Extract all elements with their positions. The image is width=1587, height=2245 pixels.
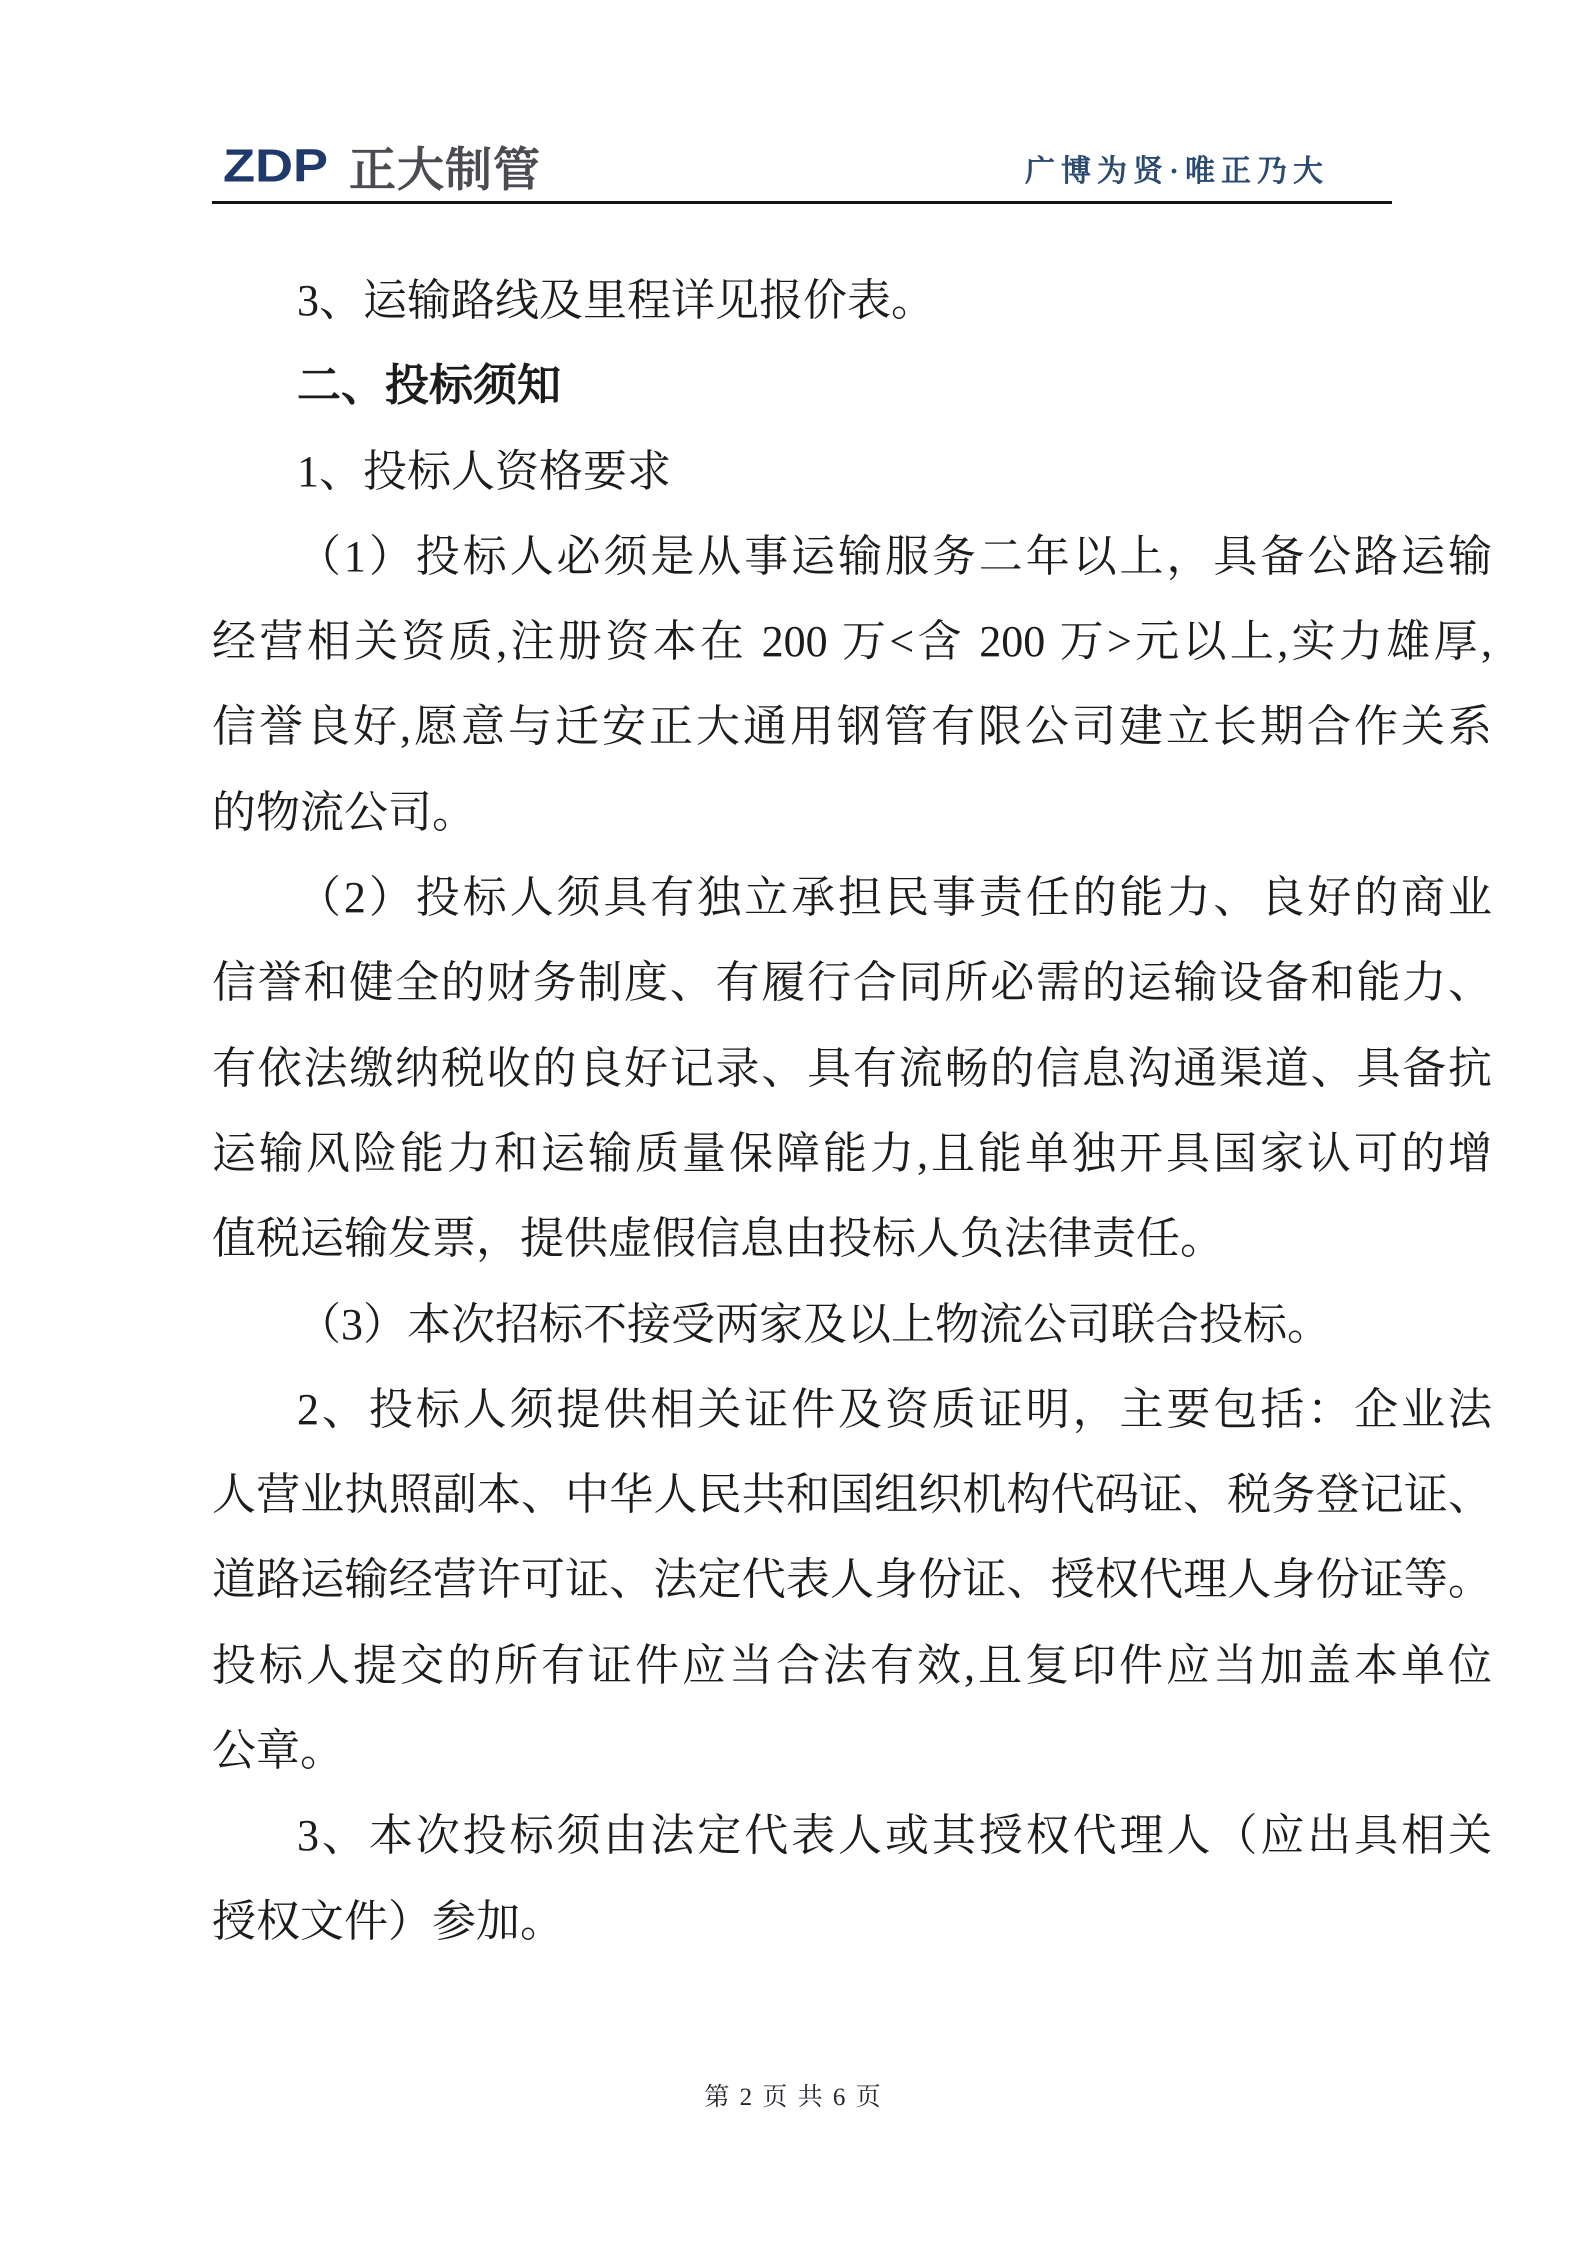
logo-zdp-mark: ZDP	[223, 140, 328, 192]
body-line: 运输风险能力和运输质量保障能力,且能单独开具国家认可的增	[212, 1128, 1492, 1178]
body-line: 值税运输发票，提供虚假信息由投标人负法律责任。	[212, 1214, 1224, 1264]
body-line: 3、运输路线及里程详见报价表。	[297, 276, 935, 325]
body-line: 2、投标人须提供相关证件及资质证明，主要包括：企业法	[297, 1384, 1492, 1434]
document-body	[212, 258, 1492, 1964]
company-logo	[223, 138, 541, 194]
body-line: 投标人提交的所有证件应当合法有效,且复印件应当加盖本单位	[212, 1640, 1492, 1690]
body-line: （2）投标人须具有独立承担民事责任的能力、良好的商业	[297, 873, 1492, 923]
body-line: 授权文件）参加。	[212, 1896, 564, 1946]
body-line: 信誉和健全的财务制度、有履行合同所必需的运输设备和能力、	[212, 958, 1492, 1008]
body-line: 有依法缴纳税收的良好记录、具有流畅的信息沟通渠道、具备抗	[212, 1043, 1492, 1093]
body-line: 公章。	[212, 1726, 344, 1776]
body-line: （3）本次招标不接受两家及以上物流公司联合投标。	[297, 1299, 1331, 1349]
body-line: 3、本次投标须由法定代表人或其授权代理人（应出具相关	[297, 1811, 1492, 1861]
body-line: 经营相关资质,注册资本在 200 万<含 200 万>元以上,实力雄厚,	[212, 617, 1492, 667]
body-line: 人营业执照副本、中华人民共和国组织机构代码证、税务登记证、	[212, 1470, 1492, 1520]
company-slogan: 广博为贤·唯正乃大	[1024, 155, 1329, 188]
page-number: 第 2 页 共 6 页	[704, 2084, 883, 2111]
header-divider-rule	[212, 201, 1392, 204]
section-heading: 二、投标须知	[297, 361, 561, 411]
body-line: 的物流公司。	[212, 787, 476, 837]
body-line: 信誉良好,愿意与迁安正大通用钢管有限公司建立长期合作关系	[212, 702, 1492, 752]
logo-company-name: 正大制管	[349, 142, 541, 196]
body-line: 道路运输经营许可证、法定代表人身份证、授权代理人身份证等。	[212, 1555, 1492, 1605]
body-line: （1）投标人必须是从事运输服务二年以上，具备公路运输	[297, 531, 1492, 581]
body-line: 1、投标人资格要求	[297, 446, 671, 496]
